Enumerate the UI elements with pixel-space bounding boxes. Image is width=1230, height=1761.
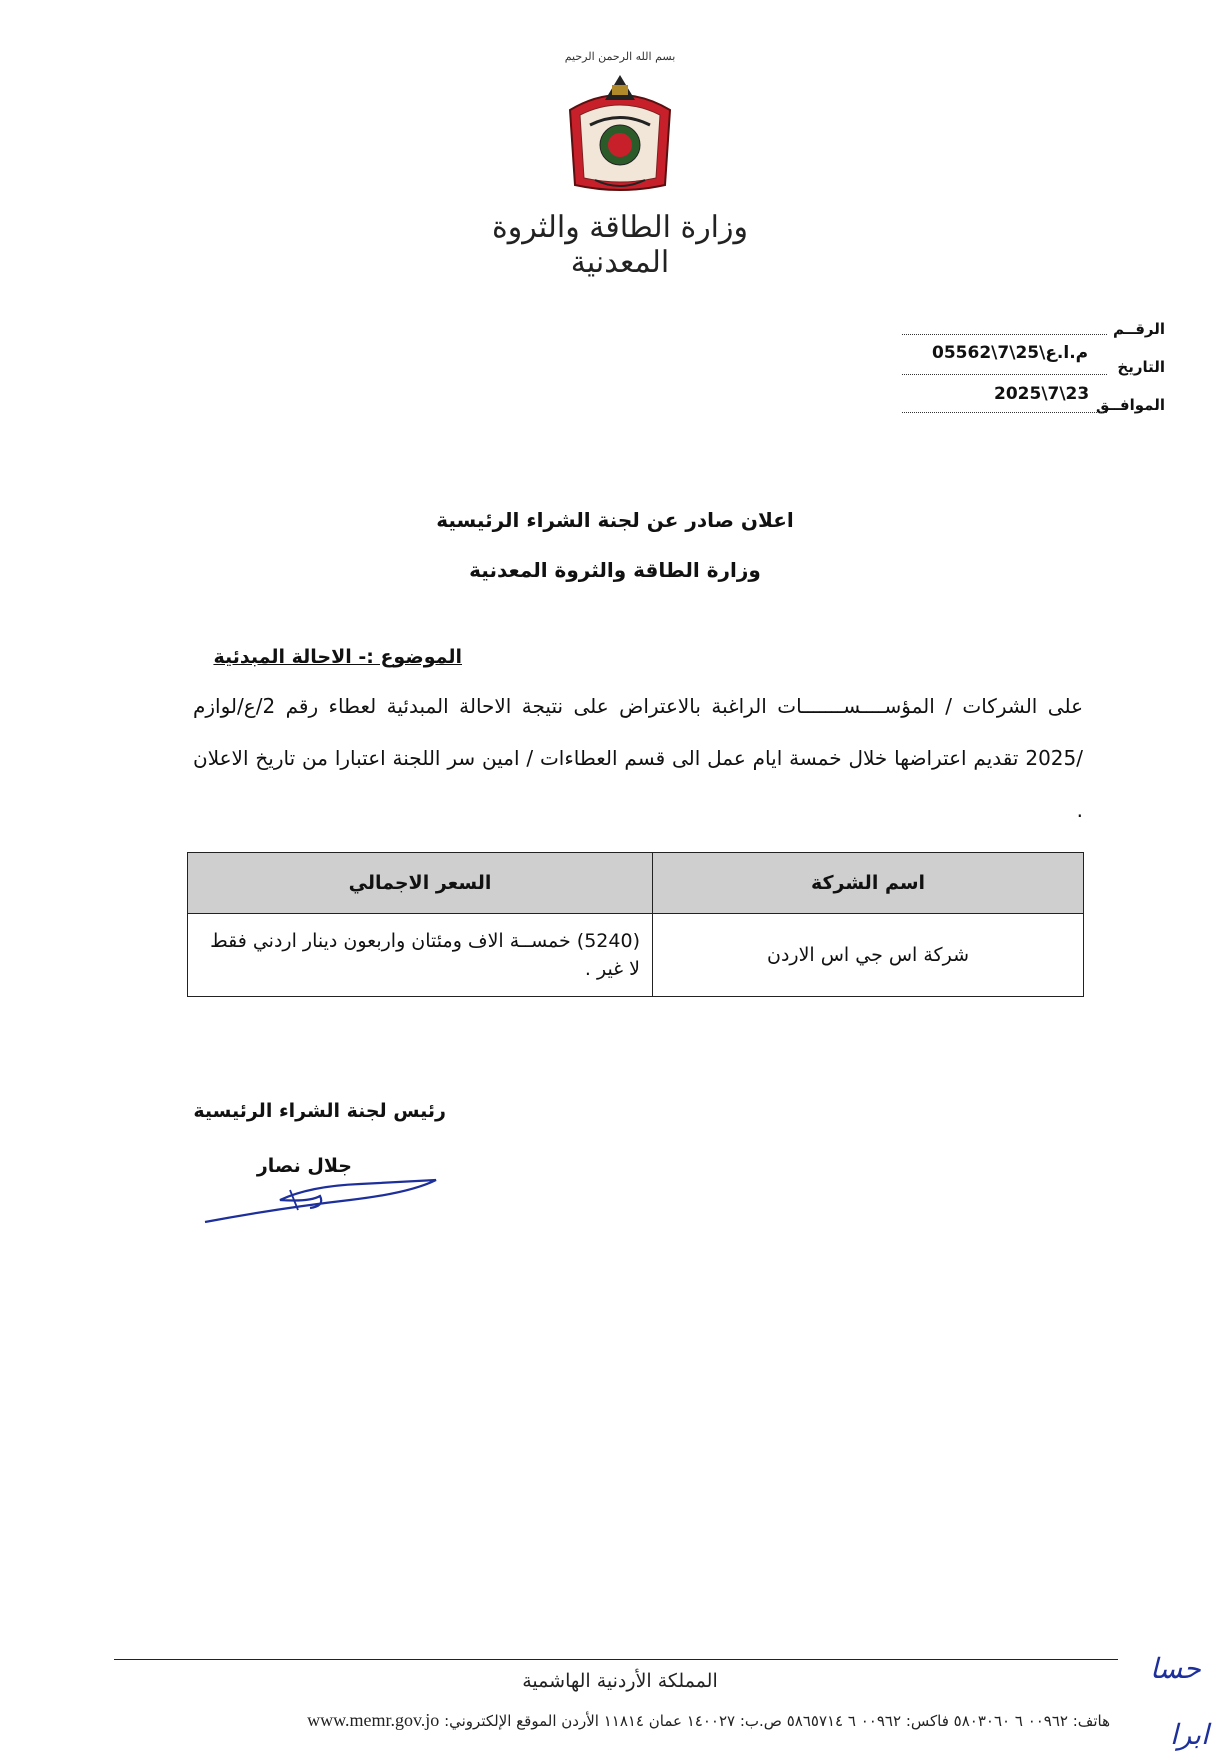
table-cell-price: (5240) خمســة الاف ومئتان واربعون دينار اردني فقط لا غير . (188, 914, 653, 997)
footer-kingdom-text: المملكة الأردنية الهاشمية (522, 1670, 718, 1692)
ref-corresponding-line (902, 412, 1107, 413)
basmala-text: بسم الله الرحمن الرحيم (564, 50, 676, 63)
footer-contact (120, 1710, 1110, 1731)
table-cell-company: شركة اس جي اس الاردن (653, 914, 1084, 997)
ref-corresponding-label: الموافــق (1096, 396, 1165, 414)
announcement-title-line2: وزارة الطاقة والثروة المعدنية (469, 558, 761, 582)
footer-divider (114, 1659, 1118, 1660)
table-row (188, 914, 1084, 997)
announcement-title-line1: اعلان صادر عن لجنة الشراء الرئيسية (436, 508, 794, 532)
margin-initials-icon: ﺣﺴﺎ (1150, 1652, 1201, 1685)
table-header-company: اسم الشركة (653, 853, 1084, 914)
table-header-price: السعر الاجمالي (188, 853, 653, 914)
ministry-logo-text: وزارة الطاقة والثروة المعدنية (491, 210, 748, 280)
ref-number-line (902, 334, 1107, 335)
handwritten-signature-icon (200, 1160, 450, 1230)
signer-title: رئيس لجنة الشراء الرئيسية (193, 1100, 446, 1122)
signer-name: جلال نصار (256, 1155, 352, 1177)
jordan-coat-of-arms-icon (560, 70, 680, 200)
ref-number-value: م.ا.ع\25\7\05562 (932, 343, 1089, 363)
footer-contact-text: هاتف: ٠٠٩٦٢ ٦ ٥٨٠٣٠٦٠ فاكس: ٠٠٩٦٢ ٦ ٥٨٦٥٧١٤ ص.ب: ١٤٠٠٢٧ عمان ١١٨١٤ الأردن الموقع الإلكتروني: (444, 1712, 1110, 1730)
ref-number-label: الرقــم (1113, 320, 1165, 338)
ref-date-label: التاريخ (1117, 358, 1165, 376)
subject-line: الموضوع :- الاحالة المبدئية (213, 646, 462, 668)
announcement-body: على الشركات / المؤســــســـــــات الراغبة بالاعتراض على نتيجة الاحالة المبدئية لعطاء رقم 2/ع/لوازم /2025 تقديم اعتراضها خلال خمسة ايام عمل الى قسم العطاءات / امين سر اللجنة اعتبارا من تاريخ الاعلان . (193, 694, 1083, 822)
table-header-row (188, 853, 1084, 914)
ref-corresponding-value: 2025\7\23 (994, 384, 1090, 404)
award-table (187, 852, 1084, 997)
footer-website-link[interactable]: www.memr.gov.jo (307, 1710, 440, 1730)
margin-note-icon: ﺍﺑﺮﺍ (1170, 1718, 1209, 1751)
ref-date-line (902, 374, 1107, 375)
